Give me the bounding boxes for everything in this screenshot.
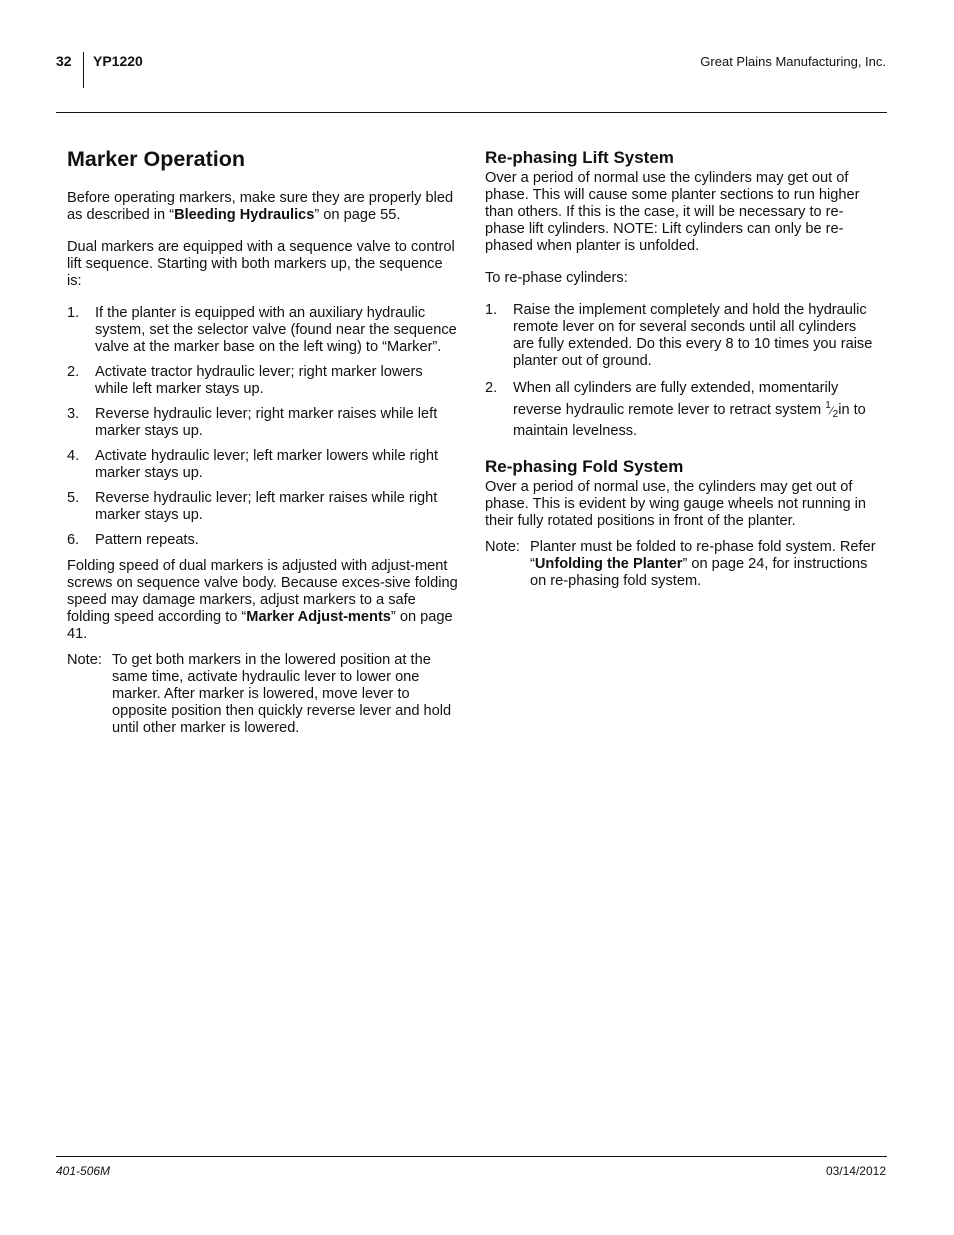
right-column: [485, 148, 880, 599]
list-item: 4. Activate hydraulic lever; left marker lowers while right marker stays up.: [67, 448, 439, 481]
header-rule: [56, 112, 887, 113]
note-label: Note:: [485, 539, 520, 555]
note-fold-system: [485, 539, 880, 590]
list-item: 1. If the planter is equipped with an auxiliary hydraulic system, set the selector valve (found near the sequence valve at the marker base on the left wing) to “Marker”.: [67, 305, 457, 355]
note-label: Note:: [67, 652, 102, 668]
footer-rule: [56, 1156, 887, 1157]
fraction-half: $^1⁄_2$: [825, 400, 839, 420]
page-number: 32: [56, 53, 72, 69]
note-lowered-position: [67, 652, 459, 737]
section-title-rephasing-fold: Re-phasing Fold System: [485, 457, 684, 476]
header-divider: [83, 52, 84, 88]
note-text: To get both markers in the lowered position at the same time, activate hydraulic lever to lower one marker. After marker is lowered, move lever to opposite position then quickly reverse lever and hold until other marker is lowered.: [112, 652, 452, 736]
paragraph-lift-intro: Over a period of normal use the cylinders may get out of phase. This will cause some planter sections to run higher than others. If this is the case, it will be necessary to re-phase lift cylinders. NOTE: Lift cylinders can only be re-phased when planter is unfolded.: [485, 170, 860, 254]
list-item: 2. Activate tractor hydraulic lever; right marker lowers while left marker stays up.: [67, 364, 423, 397]
section-title-rephasing-lift: Re-phasing Lift System: [485, 148, 674, 167]
document-number: 401-506M: [56, 1164, 111, 1178]
list-item: 3. Reverse hydraulic lever; right marker raises while left marker stays up.: [67, 406, 438, 439]
list-item: 1. Raise the implement completely and hold the hydraulic remote lever on for several seconds until all cylinders are fully extended. Do this every 8 to 10 times you raise planter out of ground.: [485, 302, 873, 369]
link-unfolding-planter: Unfolding the Planter: [534, 556, 683, 572]
section-title-marker-operation: Marker Operation: [67, 147, 246, 171]
list-item: 2. When all cylinders are fully extended, momentarily reverse hydraulic remote lever to retract system $^1⁄_2in$ to maintain levelness.: [485, 380, 866, 439]
revision-date: 03/14/2012: [825, 1164, 886, 1178]
company-name: Great Plains Manufacturing, Inc.: [700, 54, 886, 69]
paragraph-folding-speed: Folding speed of dual markers is adjusted with adjust-ment screws on sequence valve body. Because exces-sive folding speed may damage markers, adjust markers to a safe folding speed according to “Marker Adjust-ments” on page 41.: [67, 558, 458, 642]
list-item: 5. Reverse hydraulic lever; left marker raises while right marker stays up.: [67, 490, 438, 523]
link-marker-adjustments: Marker Adjust-ments: [246, 609, 391, 625]
list-item: 6. Pattern repeats.: [67, 532, 199, 548]
model-name: YP1220: [93, 53, 143, 69]
left-column: [67, 146, 459, 746]
marker-sequence-list: [67, 305, 459, 549]
link-bleeding-hydraulics: Bleeding Hydraulics: [174, 207, 315, 223]
paragraph-fold-intro: Over a period of normal use, the cylinders may get out of phase. This is evident by wing gauge wheels not running in their fully rotated positions in front of the planter.: [485, 479, 867, 529]
rephase-steps-list: [485, 302, 880, 440]
paragraph-to-rephase: To re-phase cylinders:: [485, 270, 628, 286]
note-text: Planter must be folded to re-phase fold system. Refer “Unfolding the Planter” on page 24, for instructions on re-phasing fold system.: [530, 539, 876, 589]
paragraph-bleed-markers: Before operating markers, make sure they are properly bled as described in “Bleeding Hydraulics” on page 55.: [67, 190, 454, 223]
paragraph-sequence-intro: Dual markers are equipped with a sequence valve to control lift sequence. Starting with both markers up, the sequence is:: [67, 239, 455, 289]
